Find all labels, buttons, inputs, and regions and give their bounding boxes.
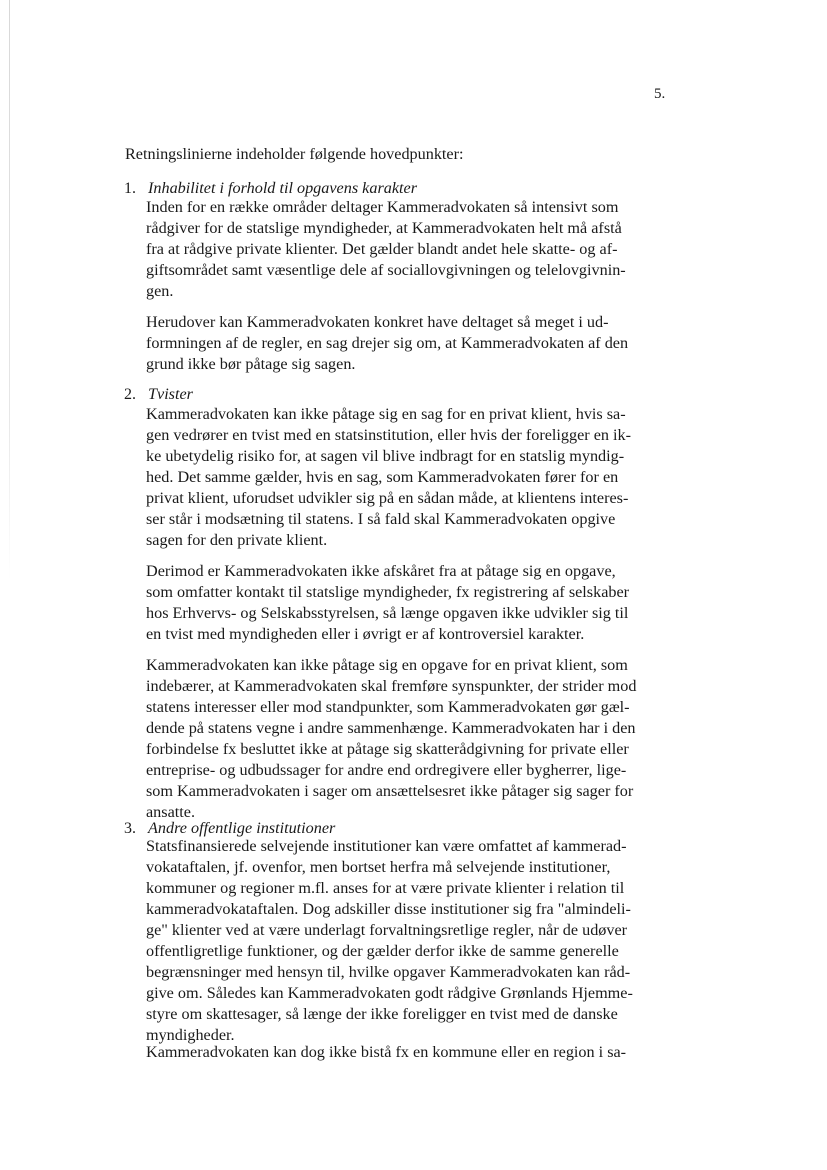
- text-line: ge" klienter ved at være underlagt forvaltningsretlige regler, når de udøver: [146, 921, 628, 939]
- section-number: 2.: [124, 386, 136, 403]
- text-line: hos Erhvervs- og Selskabsstyrelsen, så længe opgaven ikke udvikler sig til: [146, 604, 629, 622]
- text-line: gen vedrører en tvist med en statsinstitution, eller hvis der foreligger en ik-: [146, 426, 632, 444]
- section-title: Tvister: [148, 385, 193, 403]
- page-number: 5.: [654, 86, 666, 102]
- text-line: sagen for den private klient.: [146, 531, 328, 549]
- text-line: Derimod er Kammeradvokaten ikke afskåret fra at påtage sig en opgave,: [146, 562, 616, 580]
- text-line: hed. Det samme gælder, hvis en sag, som Kammeradvokaten fører for en: [146, 468, 619, 486]
- text-line: Statsfinansierede selvejende institutioner kan være omfattet af kammerad-: [146, 837, 627, 855]
- text-line: give om. Således kan Kammeradvokaten godt rådgive Grønlands Hjemme-: [146, 984, 633, 1002]
- text-line: Inden for en række områder deltager Kammeradvokaten så intensivt som: [146, 198, 619, 216]
- section-number: 1.: [124, 180, 136, 197]
- text-line: rådgiver for de statslige myndigheder, at Kammeradvokaten helt må afstå: [146, 219, 622, 237]
- text-line: grund ikke bør påtage sig sagen.: [146, 355, 356, 373]
- section-title: Inhabilitet i forhold til opgavens karakter: [148, 179, 418, 197]
- text-line: offentligretlige funktioner, og der gælder derfor ikke de samme generelle: [146, 942, 619, 960]
- text-line: styre om skattesager, så længe der ikke foreligger en tvist med de danske: [146, 1005, 618, 1023]
- text-line: formningen af de regler, en sag drejer sig om, at Kammeradvokaten af den: [146, 334, 629, 352]
- text-line: som Kammeradvokaten i sager om ansættelsesret ikke påtager sig sager for: [146, 782, 634, 800]
- text-line: Herudover kan Kammeradvokaten konkret have deltaget så meget i ud-: [146, 313, 609, 331]
- text-line: en tvist med myndigheden eller i øvrigt er af kontroversiel karakter.: [146, 625, 585, 643]
- text-line: vokataftalen, jf. ovenfor, men bortset herfra må selvejende institutioner,: [146, 858, 611, 876]
- text-line: giftsområdet samt væsentlige dele af sociallovgivningen og telelovgivnin-: [146, 261, 626, 279]
- scan-edge-mark: [9, 0, 10, 580]
- text-line: kommuner og regioner m.fl. anses for at være private klienter i relation til: [146, 879, 625, 897]
- text-line: myndigheder.: [146, 1026, 235, 1044]
- text-line: som omfatter kontakt til statslige myndigheder, fx registrering af selskaber: [146, 583, 630, 601]
- text-line: entreprise- og udbudssager for andre end ordregivere eller bygherrer, lige-: [146, 761, 627, 779]
- section-number: 3.: [124, 820, 136, 837]
- text-line: dende på statens vegne i andre sammenhænge. Kammeradvokaten har i den: [146, 719, 636, 737]
- text-line: kammeradvokataftalen. Dog adskiller disse institutioner sig fra "almindeli-: [146, 900, 631, 918]
- text-line: Kammeradvokaten kan ikke påtage sig en opgave for en privat klient, som: [146, 656, 628, 674]
- text-line: ansatte.: [146, 803, 195, 821]
- text-line: privat klient, uforudset udvikler sig på en sådan måde, at klientens interes-: [146, 489, 629, 507]
- text-line: begrænsninger med hensyn til, hvilke opgaver Kammeradvokaten kan råd-: [146, 963, 631, 981]
- text-line: Kammeradvokaten kan dog ikke bistå fx en kommune eller en region i sa-: [146, 1043, 627, 1061]
- section-title: Andre offentlige institutioner: [148, 819, 336, 837]
- text-line: statens interesser eller mod standpunkter, som Kammeradvokaten gør gæl-: [146, 698, 630, 716]
- text-line: ke ubetydelig risiko for, at sagen vil blive indbragt for en statslig myndig-: [146, 447, 625, 465]
- intro-text: Retningslinierne indeholder følgende hovedpunkter:: [125, 145, 464, 163]
- text-line: fra at rådgive private klienter. Det gælder blandt andet hele skatte- og af-: [146, 240, 618, 258]
- text-line: gen.: [146, 282, 174, 300]
- text-line: ser står i modsætning til statens. I så fald skal Kammeradvokaten opgive: [146, 510, 616, 528]
- text-line: forbindelse fx besluttet ikke at påtage sig skatterådgivning for private eller: [146, 740, 629, 758]
- text-line: Kammeradvokaten kan ikke påtage sig en sag for en privat klient, hvis sa-: [146, 405, 626, 423]
- text-line: indebærer, at Kammeradvokaten skal fremføre synspunkter, der strider mod: [146, 677, 637, 695]
